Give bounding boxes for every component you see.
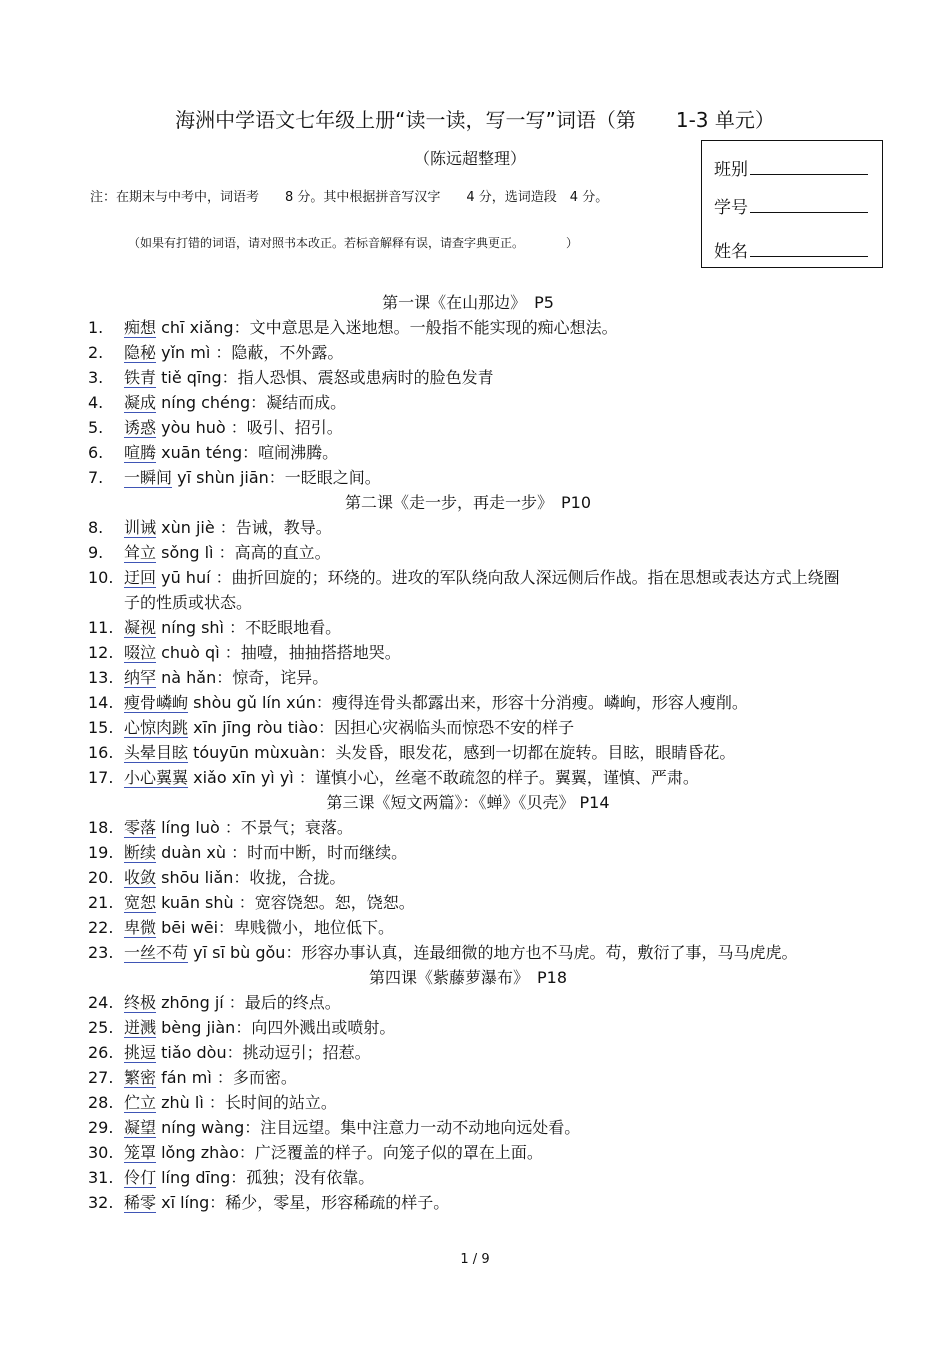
vocab-definition: yī sī bù gǒu：形容办事认真，连最细微的地方也不马虎。苟，敷衍了事，马马虎虎。 [188, 943, 798, 962]
lesson-heading: 第二课《走一步，再走一步》 P10 [344, 493, 591, 512]
item-number: 11. [88, 618, 114, 637]
item-number: 13. [88, 668, 114, 687]
item-number: 5. [88, 418, 104, 437]
vocab-item [88, 1015, 848, 1040]
item-text [124, 1165, 848, 1190]
item-text [124, 865, 848, 890]
item-text [124, 615, 848, 640]
page-number: 1 / 9 [460, 1252, 490, 1267]
item-number: 26. [88, 1043, 114, 1062]
vocab-definition: xī líng：稀少，零星，形容稀疏的样子。 [156, 1193, 450, 1212]
vocab-term: 瘦骨嶙峋 [124, 693, 189, 712]
item-text [124, 315, 848, 340]
vocab-item [88, 890, 848, 915]
vocab-definition: chī xiǎng：文中意思是入迷地想。一般指不能实现的痴心想法。 [156, 318, 618, 337]
vocab-item [88, 915, 848, 940]
vocab-item [88, 1165, 848, 1190]
item-text [124, 990, 848, 1015]
item-number: 25. [88, 1018, 114, 1037]
vocab-term: 零落 [124, 818, 157, 837]
vocab-definition: tiǎo dòu：挑动逗引；招惹。 [156, 1043, 371, 1062]
item-text [124, 815, 848, 840]
item-number: 14. [88, 693, 114, 712]
vocab-term: 断续 [124, 843, 157, 862]
vocab-term: 一瞬间 [124, 468, 173, 487]
item-text [124, 565, 848, 615]
vocab-term: 凝望 [124, 1118, 157, 1137]
vocab-term: 痴想 [124, 318, 157, 337]
vocab-definition: níng chéng：凝结而成。 [156, 393, 347, 412]
vocab-term: 纳罕 [124, 668, 157, 687]
vocab-item [88, 465, 848, 490]
name-label: 姓名 [714, 242, 748, 262]
vocab-item [88, 1190, 848, 1215]
vocab-item [88, 565, 848, 615]
vocab-term: 伶仃 [124, 1168, 157, 1187]
item-number: 24. [88, 993, 114, 1012]
vocab-definition: sǒng lì ：高高的直立。 [156, 543, 331, 562]
vocab-item [88, 740, 848, 765]
item-number: 31. [88, 1168, 114, 1187]
vocab-definition: níng shì ：不眨眼地看。 [156, 618, 342, 637]
vocab-definition: fán mì ：多而密。 [156, 1068, 297, 1087]
vocab-definition: kuān shù ：宽容饶恕。恕，饶恕。 [156, 893, 415, 912]
vocab-definition: nà hǎn：惊奇，诧异。 [156, 668, 329, 687]
vocab-item [88, 390, 848, 415]
item-text [124, 415, 848, 440]
vocab-item [88, 640, 848, 665]
item-number: 23. [88, 943, 114, 962]
vocab-definition: líng luò ：不景气；衰落。 [156, 818, 353, 837]
vocab-term: 小心翼翼 [124, 768, 189, 787]
item-number: 6. [88, 443, 104, 462]
vocab-item [88, 1140, 848, 1165]
item-number: 3. [88, 368, 104, 387]
page-title: 海洲中学语文七年级上册“读一读，写一写”词语（第 1-3 单元） [175, 108, 775, 132]
vocab-definition: xùn jiè ：告诫，教导。 [156, 518, 332, 537]
vocab-item [88, 415, 848, 440]
vocab-term: 喧腾 [124, 443, 157, 462]
item-text [124, 1140, 848, 1165]
item-number: 32. [88, 1193, 114, 1212]
item-number: 7. [88, 468, 104, 487]
item-text [124, 940, 848, 965]
lesson-heading: 第四课《紫藤萝瀑布》 P18 [368, 968, 567, 987]
vocab-item [88, 940, 848, 965]
item-text [124, 1065, 848, 1090]
name-blank[interactable] [750, 240, 868, 257]
vocab-definition: xiǎo xīn yì yì ：谨慎小心，丝毫不敢疏忽的样子。翼翼，谨慎、严肃。 [188, 768, 699, 787]
item-text [124, 1190, 848, 1215]
item-text [124, 915, 848, 940]
item-number: 2. [88, 343, 104, 362]
vocab-term: 啜泣 [124, 643, 157, 662]
item-text [124, 765, 848, 790]
vocab-definition: tóuyūn mùxuàn：头发昏，眼发花，感到一切都在旋转。目眩，眼睛昏花。 [188, 743, 736, 762]
student-info-box [701, 140, 883, 268]
item-number: 21. [88, 893, 114, 912]
vocab-term: 心惊肉跳 [124, 718, 189, 737]
vocab-definition: zhù lì ：长时间的站立。 [156, 1093, 337, 1112]
item-text [124, 1115, 848, 1140]
vocab-definition: chuò qì ：抽噎，抽抽搭搭地哭。 [156, 643, 401, 662]
vocab-term: 收敛 [124, 868, 157, 887]
vocab-definition: yū huí ：曲折回旋的；环绕的。进攻的军队绕向敌人深远侧后作战。指在思想或表达方式上绕圈子的性质或状态。 [124, 568, 840, 612]
item-text [124, 365, 848, 390]
item-number: 17. [88, 768, 114, 787]
item-text [124, 515, 848, 540]
vocab-term: 凝成 [124, 393, 157, 412]
item-number: 18. [88, 818, 114, 837]
student-id-label: 学号 [714, 198, 748, 218]
item-number: 30. [88, 1143, 114, 1162]
vocab-term: 迂回 [124, 568, 157, 587]
item-text [124, 340, 848, 365]
vocab-term: 一丝不苟 [124, 943, 189, 962]
item-number: 28. [88, 1093, 114, 1112]
student-id-blank[interactable] [750, 196, 868, 213]
vocab-item [88, 440, 848, 465]
vocab-definition: zhōng jí ：最后的终点。 [156, 993, 341, 1012]
vocab-item [88, 990, 848, 1015]
vocab-definition: níng wàng：注目远望。集中注意力一动不动地向远处看。 [156, 1118, 581, 1137]
vocab-definition: bēi wēi：卑贱微小，地位低下。 [156, 918, 395, 937]
vocab-term: 稀零 [124, 1193, 157, 1212]
item-text [124, 840, 848, 865]
item-text [124, 640, 848, 665]
correction-note: （如果有打错的词语，请对照书本改正。若标音解释有误，请查字典更正。 ） [128, 236, 579, 250]
vocab-item [88, 865, 848, 890]
vocab-item [88, 315, 848, 340]
item-text [124, 1090, 848, 1115]
vocab-term: 头晕目眩 [124, 743, 189, 762]
vocab-item [88, 840, 848, 865]
item-text [124, 1015, 848, 1040]
item-number: 22. [88, 918, 114, 937]
vocab-definition: yǐn mì ：隐蔽，不外露。 [156, 343, 344, 362]
vocab-term: 训诫 [124, 518, 157, 537]
vocab-term: 诱惑 [124, 418, 157, 437]
vocab-definition: xīn jīng ròu tiào：因担心灾祸临头而惊恐不安的样子 [188, 718, 575, 737]
vocab-term: 耸立 [124, 543, 157, 562]
item-number: 9. [88, 543, 104, 562]
vocab-item [88, 665, 848, 690]
item-number: 16. [88, 743, 114, 762]
vocab-item [88, 515, 848, 540]
item-text [124, 715, 848, 740]
vocabulary-list [88, 290, 848, 1215]
vocab-item [88, 690, 848, 715]
item-text [124, 1040, 848, 1065]
item-number: 1. [88, 318, 104, 337]
item-text [124, 465, 848, 490]
vocab-item [88, 615, 848, 640]
vocab-term: 铁青 [124, 368, 157, 387]
item-number: 20. [88, 868, 114, 887]
vocab-definition: yī shùn jiān：一眨眼之间。 [172, 468, 381, 487]
vocab-term: 挑逗 [124, 1043, 157, 1062]
vocab-definition: xuān téng：喧闹沸腾。 [156, 443, 339, 462]
class-label: 班别 [714, 160, 748, 180]
vocab-definition: shòu gǔ lín xún：瘦得连骨头都露出来，形容十分消瘦。嶙峋，形容人瘦削。 [188, 693, 748, 712]
lesson-heading: 第三课《短文两篇》：《蝉》《贝壳》 P14 [326, 793, 610, 812]
item-text [124, 540, 848, 565]
author-note: （陈远超整理） [413, 149, 526, 168]
class-field[interactable] [714, 155, 868, 180]
vocab-item [88, 1040, 848, 1065]
item-text [124, 740, 848, 765]
item-number: 8. [88, 518, 104, 537]
vocab-item [88, 815, 848, 840]
vocab-item [88, 1090, 848, 1115]
exam-note: 注：在期末与中考中，词语考 8 分。其中根据拼音写汉字 4 分，选词造段 4 分。 [90, 190, 609, 205]
vocab-term: 隐秘 [124, 343, 157, 362]
class-blank[interactable] [750, 158, 868, 175]
student-id-field[interactable] [714, 193, 868, 218]
name-field[interactable] [714, 237, 868, 262]
vocab-definition: bèng jiàn：向四外溅出或喷射。 [156, 1018, 396, 1037]
item-text [124, 665, 848, 690]
vocab-term: 终极 [124, 993, 157, 1012]
item-number: 4. [88, 393, 104, 412]
vocab-item [88, 340, 848, 365]
vocab-item [88, 715, 848, 740]
item-number: 15. [88, 718, 114, 737]
item-text [124, 390, 848, 415]
vocab-definition: shōu liǎn：收拢，合拢。 [156, 868, 346, 887]
item-number: 10. [88, 568, 114, 587]
vocab-item [88, 540, 848, 565]
vocab-definition: líng dīng：孤独；没有依靠。 [156, 1168, 375, 1187]
vocab-item [88, 765, 848, 790]
vocab-definition: yòu huò ：吸引、招引。 [156, 418, 343, 437]
vocab-item [88, 1115, 848, 1140]
lesson-heading: 第一课《在山那边》 P5 [382, 293, 554, 312]
item-number: 27. [88, 1068, 114, 1087]
item-text [124, 690, 848, 715]
item-number: 19. [88, 843, 114, 862]
item-text [124, 440, 848, 465]
vocab-term: 卑微 [124, 918, 157, 937]
vocab-term: 宽恕 [124, 893, 157, 912]
item-number: 29. [88, 1118, 114, 1137]
vocab-term: 伫立 [124, 1093, 157, 1112]
vocab-term: 笼罩 [124, 1143, 157, 1162]
vocab-term: 凝视 [124, 618, 157, 637]
vocab-term: 繁密 [124, 1068, 157, 1087]
vocab-item [88, 365, 848, 390]
vocab-item [88, 1065, 848, 1090]
vocab-definition: duàn xù ：时而中断，时而继续。 [156, 843, 408, 862]
vocab-definition: tiě qīng：指人恐惧、震怒或患病时的脸色发青 [156, 368, 494, 387]
vocab-definition: lǒng zhào：广泛覆盖的样子。向笼子似的罩在上面。 [156, 1143, 543, 1162]
item-text [124, 890, 848, 915]
vocab-term: 迸溅 [124, 1018, 157, 1037]
item-number: 12. [88, 643, 114, 662]
